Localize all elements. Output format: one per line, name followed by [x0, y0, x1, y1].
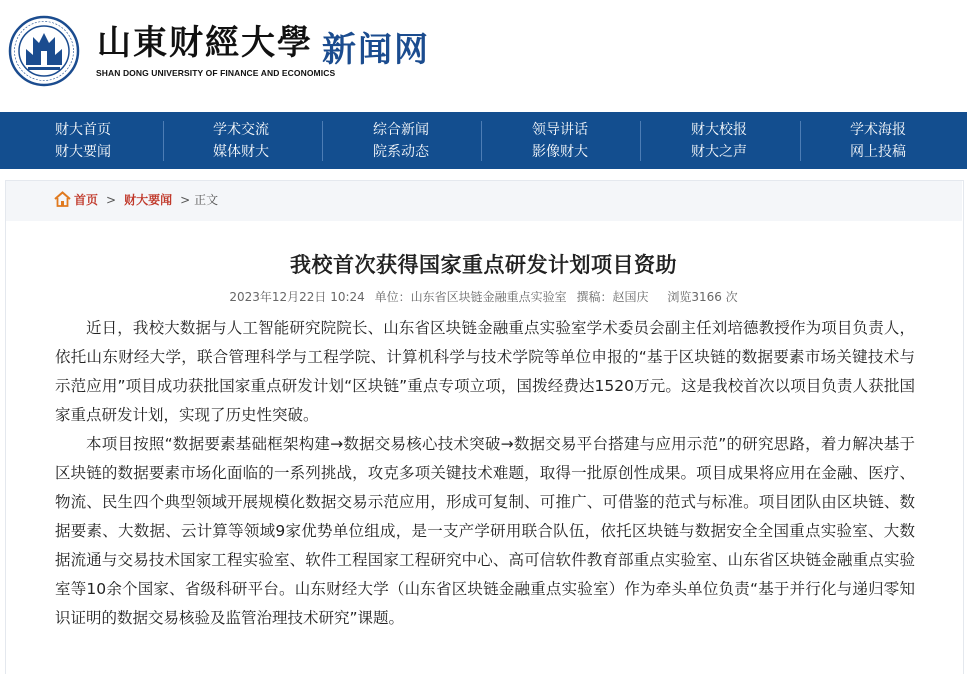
nav-item-media[interactable]: 媒体财大 — [213, 144, 269, 160]
article-body — [55, 314, 915, 633]
site-name[interactable]: 新闻网 — [322, 30, 430, 70]
breadcrumb-current: 正文 — [194, 193, 219, 207]
home-icon[interactable] — [54, 191, 71, 207]
breadcrumb-separator: > — [106, 193, 117, 207]
nav-item-academic-posters[interactable]: 学术海报 — [850, 122, 906, 138]
breadcrumb-separator: > — [180, 193, 191, 207]
nav-column-3 — [373, 119, 429, 163]
nav-divider — [163, 121, 164, 161]
nav-item-department-news[interactable]: 院系动态 — [373, 144, 429, 160]
article-date: 2023年12月22日 10:24 — [229, 290, 365, 304]
nav-divider — [640, 121, 641, 161]
nav-column-6 — [850, 119, 906, 163]
article-views: 浏览3166 次 — [667, 290, 738, 304]
nav-column-1 — [55, 119, 111, 163]
nav-item-school-paper[interactable]: 财大校报 — [691, 122, 747, 138]
breadcrumb — [54, 191, 218, 208]
nav-item-home[interactable]: 财大首页 — [55, 122, 111, 138]
university-seal-icon[interactable] — [8, 15, 80, 87]
breadcrumb-home-link[interactable]: 首页 — [74, 193, 99, 207]
nav-column-5 — [691, 119, 747, 163]
nav-item-academic-exchange[interactable]: 学术交流 — [213, 122, 269, 138]
nav-item-top-news[interactable]: 财大要闻 — [55, 144, 111, 160]
nav-divider — [322, 121, 323, 161]
main-nav — [0, 112, 967, 169]
logo-english-name: SHAN DONG UNIVERSITY OF FINANCE AND ECONOMICS — [96, 68, 336, 78]
site-header — [0, 0, 967, 112]
nav-item-submit[interactable]: 网上投稿 — [850, 144, 906, 160]
nav-item-leader-speeches[interactable]: 领导讲话 — [532, 122, 588, 138]
article-paragraph: 近日，我校大数据与人工智能研究院院长、山东省区块链金融重点实验室学术委员会副主任刘培德教授作为项目负责人，依托山东财经大学，联合管理科学与工程学院、计算机科学与技术学院等单位申报的“基于区块链的数据要素市场关键技术与示范应用”项目成功获批国家重点研发计划“区块链”重点专项立项，国拨经费达1520万元。这是我校首次以项目负责人获批国家重点研发计划，实现了历史性突破。 — [55, 319, 915, 424]
article-paragraph: 本项目按照“数据要素基础框架构建→数据交易核心技术突破→数据交易平台搭建与应用示范”的研究思路，着力解决基于区块链的数据要素市场化面临的一系列挑战，攻克多项关键技术难题，取得一批原创性成果。项目成果将应用在金融、医疗、物流、民生四个典型领域开展规模化数据交易示范应用，形成可复制、可推广、可借鉴的范式与标准。项目团队由区块链、数据要素、大数据、云计算等领域9家优势单位组成，是一支产学研用联合队伍，依托区块链与数据安全全国重点实验室、大数据流通与交易技术国家工程实验室、软件工程国家工程研究中心、高可信软件教育部重点实验室、山东省区块链金融重点实验室等10余个国家、省级科研平台。山东财经大学（山东省区块链金融重点实验室）作为牵头单位负责“基于并行化与递归零知识证明的数据交易核验及监管治理技术研究”课题。 — [55, 435, 915, 627]
article-unit: 单位：山东省区块链金融重点实验室 — [374, 290, 567, 304]
nav-item-voice[interactable]: 财大之声 — [691, 144, 747, 160]
article-meta — [0, 288, 967, 305]
article-author: 撰稿：赵国庆 — [576, 290, 649, 304]
logo-calligraphy[interactable]: 山東财經大學 — [97, 23, 313, 63]
nav-divider — [800, 121, 801, 161]
breadcrumb-section-link[interactable]: 财大要闻 — [124, 193, 173, 207]
nav-item-general-news[interactable]: 综合新闻 — [373, 122, 429, 138]
nav-column-2 — [213, 119, 269, 163]
nav-item-images[interactable]: 影像财大 — [532, 144, 588, 160]
article-title: 我校首次获得国家重点研发计划项目资助 — [290, 253, 677, 277]
nav-divider — [481, 121, 482, 161]
nav-column-4 — [532, 119, 588, 163]
